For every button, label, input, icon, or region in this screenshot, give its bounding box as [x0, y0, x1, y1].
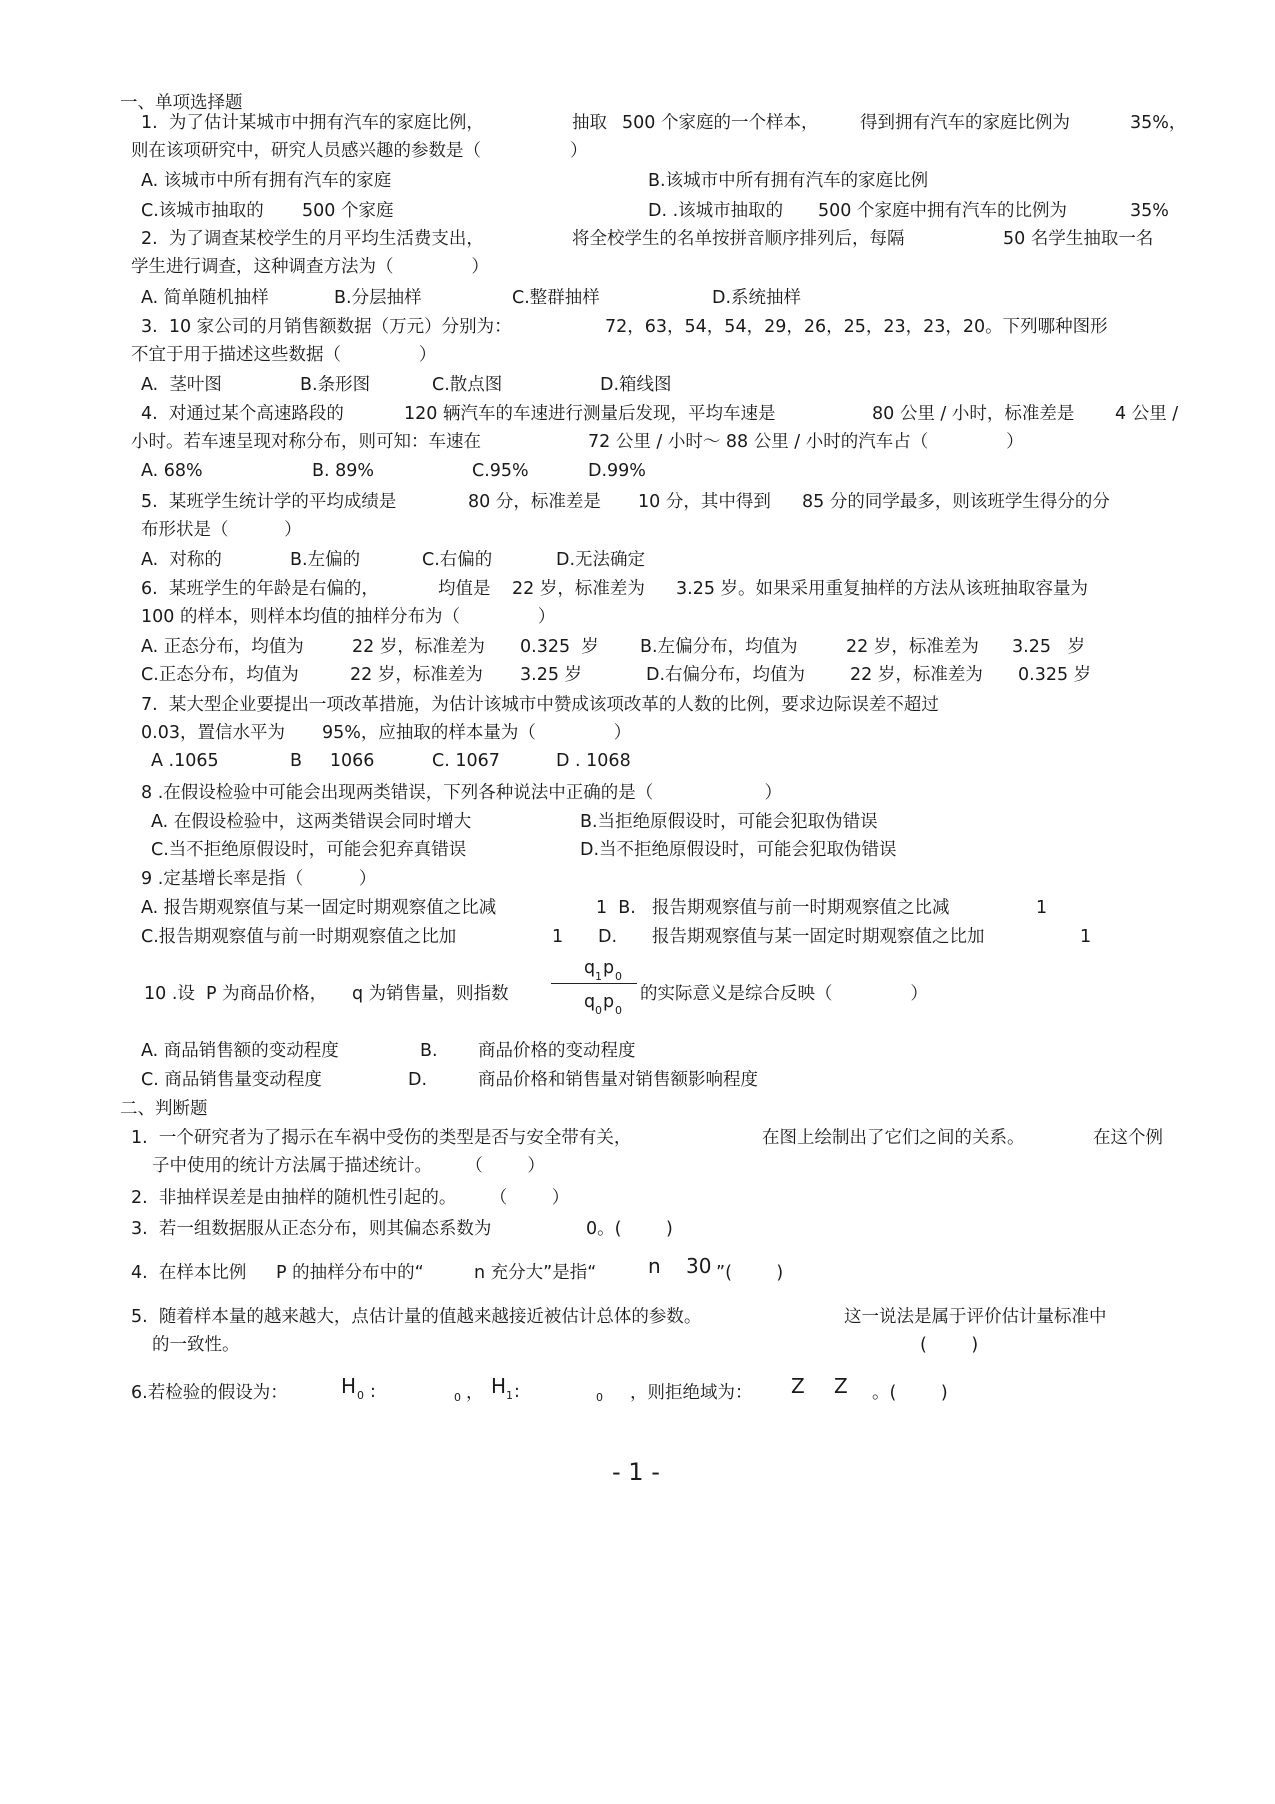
q3-option-b: B.条形图 [300, 375, 371, 395]
tf3-text: 0。( ) [586, 1219, 673, 1239]
tf6-answer-bracket: 。( ) [872, 1383, 948, 1403]
h0-colon: : [370, 1382, 376, 1402]
q6-text: 3.25 岁。如果采用重复抽样的方法从该班抽取容量为 [676, 579, 1089, 599]
q9-option-d: 1 [1080, 927, 1092, 947]
q6-text: 100 的样本，则样本均值的抽样分布为（ ） [141, 607, 556, 627]
h0-symbol: H [341, 1374, 357, 1398]
q6-option-c: C.正态分布，均值为 [141, 665, 299, 685]
q1-text: 1. 为了估计某城市中拥有汽车的家庭比例， [141, 113, 484, 133]
formula-denominator-p-sub: 0 [615, 1004, 622, 1017]
h1-subscript: 1 [506, 1389, 513, 1402]
q10-text: 的实际意义是综合反映（ ） [640, 984, 928, 1004]
page-number: - 1 - [612, 1458, 660, 1486]
q6-option-b: B.左偏分布，均值为 [640, 637, 798, 657]
q3-text: 不宜于用于描述这些数据（ ） [131, 345, 437, 365]
q5-option-a: A. 对称的 [141, 550, 222, 570]
q4-text: 120 辆汽车的车速进行测量后发现，平均车速是 [404, 404, 776, 424]
q6-option-c: 3.25 岁 [520, 665, 583, 685]
q9-option-a: 1 B. [596, 898, 636, 918]
q6-text: 均值是 [438, 579, 491, 599]
q5-text: 5. 某班学生统计学的平均成绩是 [141, 492, 397, 512]
q5-option-b: B.左偏的 [290, 550, 361, 570]
q4-option-c: C.95% [472, 461, 529, 481]
q2-text: 2. 为了调查某校学生的月平均生活费支出， [141, 229, 484, 249]
tf1-text: 在这个例 [1093, 1128, 1163, 1148]
q10-option-c: C. 商品销售量变动程度 [141, 1070, 322, 1090]
q9-option-d: D. [598, 927, 618, 947]
q2-text: 50 名学生抽取一名 [1003, 229, 1154, 249]
q6-option-d: 0.325 岁 [1018, 665, 1092, 685]
q5-option-d: D.无法确定 [556, 550, 646, 570]
tf4-formula-n: n [648, 1254, 661, 1278]
tf5-text: 的一致性。 [152, 1335, 240, 1355]
section-heading-single-choice: 一、单项选择题 [120, 93, 243, 113]
q9-option-d: 报告期观察值与某一固定时期观察值之比加 [652, 927, 985, 947]
q6-option-d: D.右偏分布，均值为 [646, 665, 806, 685]
tf1-text: 在图上绘制出了它们之间的关系。 [762, 1128, 1025, 1148]
q1-option-c: C.该城市抽取的 [141, 201, 264, 221]
q4-text: 4. 对通过某个高速路段的 [141, 404, 344, 424]
q9-option-b: 报告期观察值与前一时期观察值之比减 [652, 898, 950, 918]
fraction-bar [551, 983, 637, 984]
h1-mu-subscript: 0 [596, 1391, 603, 1404]
tf5-text: 这一说法是属于评价估计量标准中 [844, 1307, 1107, 1327]
tf1-text: 子中使用的统计方法属于描述统计。 （ ） [152, 1156, 545, 1176]
q2-option-d: D.系统抽样 [712, 288, 802, 308]
q8-option-d: D.当不拒绝原假设时，可能会犯取伪错误 [580, 840, 897, 860]
q4-text: 4 公里 / [1115, 404, 1179, 424]
q6-option-a: 22 岁，标准差为 [352, 637, 485, 657]
q1-option-a: A. 该城市中所有拥有汽车的家庭 [141, 171, 392, 191]
q7-option-b: B 1066 [290, 751, 375, 771]
section-heading-true-false: 二、判断题 [120, 1099, 208, 1119]
q1-option-d: D. .该城市抽取的 [648, 201, 784, 221]
q1-option-d: 35% [1130, 201, 1169, 221]
tf5-text: 5. 随着样本量的越来越大，点估计量的值越来越接近被估计总体的参数。 [131, 1307, 702, 1327]
q3-option-c: C.散点图 [432, 375, 503, 395]
q6-option-a: A. 正态分布，均值为 [141, 637, 304, 657]
tf2-text: 2. 非抽样误差是由抽样的随机性引起的。 （ ） [131, 1188, 570, 1208]
q10-text: q 为销售量，则指数 [352, 984, 509, 1004]
q4-option-a: A. 68% [141, 461, 203, 481]
q9-option-c: 1 [552, 927, 564, 947]
tf4-text: 4. 在样本比例 [131, 1263, 247, 1283]
formula-denominator-p: p [603, 992, 615, 1012]
q2-option-a: A. 简单随机抽样 [141, 288, 269, 308]
q4-text: 小时。若车速呈现对称分布，则可知：车速在 [131, 432, 481, 452]
q6-option-d: 22 岁，标准差为 [850, 665, 983, 685]
q10-option-d: D. [408, 1070, 428, 1090]
q10-option-b: B. [420, 1041, 438, 1061]
q5-text: 85 分的同学最多，则该班学生得分的分 [802, 492, 1110, 512]
q3-text: 72，63，54，54，29，26，25，23，23，20。下列哪种图形 [605, 317, 1108, 337]
q2-option-b: B.分层抽样 [334, 288, 422, 308]
h1-symbol: H [491, 1374, 507, 1398]
q6-text: 22 岁，标准差为 [512, 579, 645, 599]
q1-text: 35%， [1130, 113, 1187, 133]
q8-option-a: A. 在假设检验中，这两类错误会同时增大 [151, 812, 472, 832]
q8-text: 8 .在假设检验中可能会出现两类错误，下列各种说法中正确的是（ ） [141, 783, 783, 803]
q10-option-a: A. 商品销售额的变动程度 [141, 1041, 339, 1061]
q7-text: 7. 某大型企业要提出一项改革措施，为估计该城市中赞成该项改革的人数的比例，要求边际误差不超过 [141, 695, 939, 715]
formula-numerator-q: q [584, 958, 596, 978]
tf4-text: ”( ) [716, 1263, 784, 1283]
q6-option-b: 3.25 岁 [1012, 637, 1086, 657]
q1-text: 得到拥有汽车的家庭比例为 [860, 113, 1070, 133]
formula-numerator-p-sub: 0 [615, 970, 622, 983]
tf3-text: 3. 若一组数据服从正态分布，则其偏态系数为 [131, 1219, 492, 1239]
q6-option-a: 0.325 岁 [520, 637, 599, 657]
q6-option-c: 22 岁，标准差为 [350, 665, 483, 685]
formula-denominator-q: q [584, 992, 596, 1012]
q1-text: 500 个家庭的一个样本， [622, 113, 819, 133]
q5-text: 10 分，其中得到 [638, 492, 771, 512]
q2-text: 学生进行调查，这种调查方法为（ ） [131, 257, 489, 277]
q5-text: 80 分，标准差是 [468, 492, 601, 512]
rejection-z: Z [791, 1374, 805, 1398]
q9-text: 9 .定基增长率是指（ ） [141, 869, 377, 889]
h0-subscript: 0 [357, 1389, 364, 1402]
q5-option-c: C.右偏的 [422, 550, 493, 570]
tf4-text: P 的抽样分布中的“ [276, 1263, 424, 1283]
tf6-text: 6.若检验的假设为： [131, 1383, 288, 1403]
q1-text: 则在该项研究中，研究人员感兴趣的参数是（ ） [131, 141, 588, 161]
hypothesis-comma: ， [466, 1383, 484, 1403]
q4-text: 72 公里 / 小时～ 88 公里 / 小时的汽车占（ ） [588, 432, 1024, 452]
q1-option-c: 500 个家庭 [302, 201, 394, 221]
q9-option-a: A. 报告期观察值与某一固定时期观察值之比减 [141, 898, 497, 918]
q3-option-a: A. 茎叶图 [141, 375, 222, 395]
q2-text: 将全校学生的名单按拼音顺序排列后，每隔 [572, 229, 905, 249]
q2-option-c: C.整群抽样 [512, 288, 600, 308]
q6-option-b: 22 岁，标准差为 [846, 637, 979, 657]
q1-option-b: B.该城市中所有拥有汽车的家庭比例 [648, 171, 929, 191]
q9-option-b: 1 [1036, 898, 1048, 918]
q3-option-d: D.箱线图 [600, 375, 672, 395]
q4-option-d: D.99% [588, 461, 646, 481]
q10-text: 10 .设 P 为商品价格， [144, 984, 328, 1004]
q4-text: 80 公里 / 小时，标准差是 [872, 404, 1075, 424]
q1-option-d: 500 个家庭中拥有汽车的比例为 [818, 201, 1067, 221]
q7-text: 0.03，置信水平为 [141, 723, 285, 743]
q7-option-c: C. 1067 [432, 751, 500, 771]
q3-text: 3. 10 家公司的月销售额数据（万元）分别为： [141, 317, 512, 337]
q8-option-c: C.当不拒绝原假设时，可能会犯弃真错误 [151, 840, 467, 860]
tf1-text: 1. 一个研究者为了揭示在车祸中受伤的类型是否与安全带有关， [131, 1128, 632, 1148]
q6-text: 6. 某班学生的年龄是右偏的， [141, 579, 379, 599]
h1-colon: : [514, 1382, 520, 1402]
h0-mu-subscript: 0 [454, 1391, 461, 1404]
formula-denominator-q-sub: 0 [595, 1004, 602, 1017]
tf6-text: ，则拒绝域为： [630, 1383, 753, 1403]
q10-option-d: 商品价格和销售量对销售额影响程度 [478, 1070, 758, 1090]
q5-text: 布形状是（ ） [141, 520, 302, 540]
formula-numerator-q-sub: 1 [595, 970, 602, 983]
tf4-formula-value: 30 [686, 1254, 712, 1278]
q4-option-b: B. 89% [312, 461, 375, 481]
q8-option-b: B.当拒绝原假设时，可能会犯取伪错误 [580, 812, 878, 832]
rejection-z-critical: Z [834, 1374, 848, 1398]
q10-option-b: 商品价格的变动程度 [478, 1041, 636, 1061]
q7-text: 95%，应抽取的样本量为（ ） [322, 723, 632, 743]
tf4-text: n 充分大”是指“ [474, 1263, 597, 1283]
q7-option-d: D . 1068 [556, 751, 631, 771]
formula-numerator-p: p [603, 958, 615, 978]
q7-option-a: A .1065 [151, 751, 219, 771]
q1-text: 抽取 [572, 113, 607, 133]
tf5-answer-bracket: ( ) [920, 1335, 979, 1355]
q9-option-c: C.报告期观察值与前一时期观察值之比加 [141, 927, 457, 947]
